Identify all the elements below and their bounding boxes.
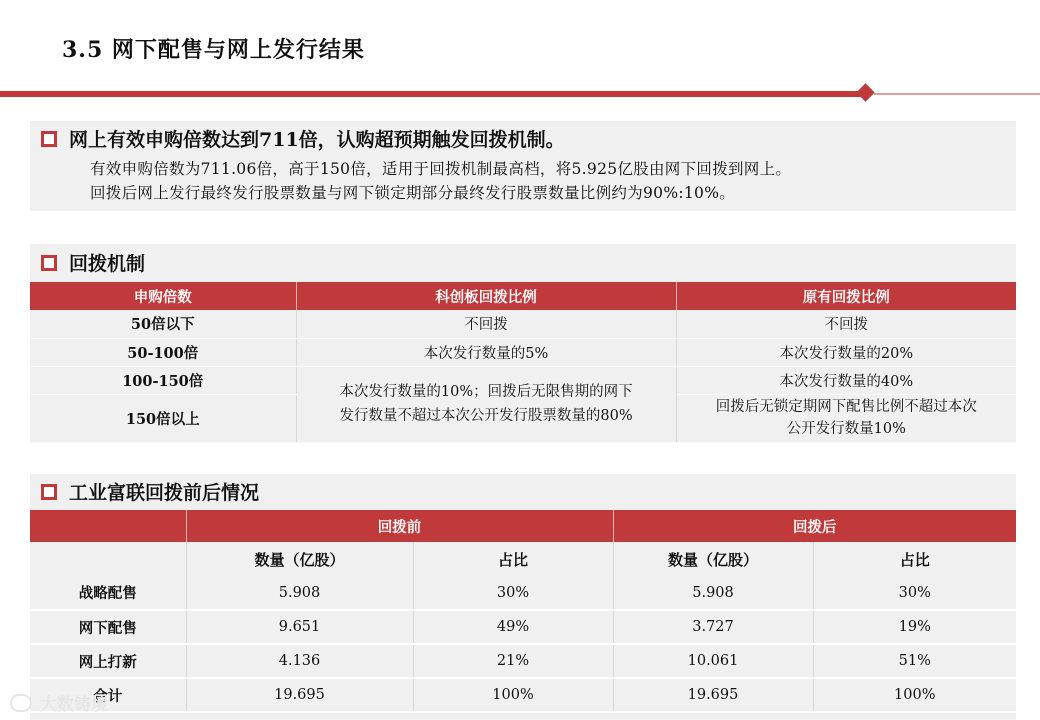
table-row <box>30 644 1016 678</box>
table-row <box>30 310 1016 338</box>
cell-orig-merged <box>676 394 1016 442</box>
cell-pct-before: 100% <box>413 678 613 712</box>
ipo-panel <box>30 474 1016 720</box>
col-header-share-before: 占比 <box>413 542 613 576</box>
col-header-original: 原有回拨比例 <box>676 282 1016 310</box>
sub-header-blank <box>30 542 186 576</box>
cell-star-merged-line-1: 本次发行数量的10%；回拨后无限售期的网下 <box>339 384 633 400</box>
cell-multiple: 50-100倍 <box>30 338 296 366</box>
table-row <box>30 678 1016 712</box>
cell-qty-before: 9.651 <box>186 610 413 644</box>
cell-orig: 不回拨 <box>676 310 1016 338</box>
summary-heading-text: 网上有效申购倍数达到711倍，认购超预期触发回拨机制。 <box>69 129 565 151</box>
cell-qty-after: 3.727 <box>613 610 813 644</box>
bullet-square-icon <box>41 255 57 271</box>
cell-qty-after: 5.908 <box>613 576 813 610</box>
cell-qty-after: 10.061 <box>613 644 813 678</box>
row-label: 网上打新 <box>30 644 186 678</box>
col-header-multiple: 申购倍数 <box>30 282 296 310</box>
group-header-after: 回拨后 <box>613 510 1016 542</box>
cell-qty-before: 19.695 <box>186 678 413 712</box>
table-row <box>30 366 1016 394</box>
clawback-heading <box>41 249 145 276</box>
col-header-qty-after: 数量（亿股） <box>613 542 813 576</box>
watermark <box>10 690 108 715</box>
cell-multiple: 50倍以下 <box>30 310 296 338</box>
cell-orig: 本次发行数量的40% <box>676 366 1016 394</box>
watermark-logo-icon <box>10 694 32 712</box>
cell-star-merged-line-2: 发行数量不超过本次公开发行股票数量的80% <box>339 408 633 424</box>
col-header-share-after: 占比 <box>813 542 1016 576</box>
row-label: 合计 <box>30 678 186 712</box>
summary-panel <box>30 121 1016 211</box>
cell-pct-before: 21% <box>413 644 613 678</box>
cell-star: 本次发行数量的5% <box>296 338 676 366</box>
cell-pct-after: 100% <box>813 678 1016 712</box>
corner-header <box>30 510 186 542</box>
ipo-heading <box>41 478 259 505</box>
group-header-before: 回拨前 <box>186 510 613 542</box>
clawback-panel <box>30 244 1016 442</box>
cell-pct-before: 49% <box>413 610 613 644</box>
ipo-table <box>30 510 1016 713</box>
cell-qty-before: 4.136 <box>186 644 413 678</box>
cell-star-merged <box>296 366 676 442</box>
page-title: 3.5 网下配售与网上发行结果 <box>62 37 365 63</box>
divider-diamond <box>856 83 874 101</box>
cell-orig-line-2: 公开发行数量10% <box>786 421 906 437</box>
cell-multiple: 150倍以上 <box>30 394 296 442</box>
watermark-text: 大数铸境 <box>40 695 108 715</box>
bullet-square-icon <box>41 484 57 500</box>
title-divider <box>0 91 862 97</box>
cell-pct-after: 51% <box>813 644 1016 678</box>
cell-pct-before: 30% <box>413 576 613 610</box>
cell-pct-after: 19% <box>813 610 1016 644</box>
bullet-square-icon <box>41 131 57 147</box>
col-header-qty-before: 数量（亿股） <box>186 542 413 576</box>
col-header-star-market: 科创板回拨比例 <box>296 282 676 310</box>
table-row <box>30 338 1016 366</box>
row-label: 网下配售 <box>30 610 186 644</box>
cell-orig-line-1: 回拨后无锁定期网下配售比例不超过本次 <box>715 399 977 415</box>
table-row <box>30 610 1016 644</box>
cell-orig: 本次发行数量的20% <box>676 338 1016 366</box>
clawback-heading-text: 回拨机制 <box>69 253 146 275</box>
cell-star: 不回拨 <box>296 310 676 338</box>
row-label: 战略配售 <box>30 576 186 610</box>
clawback-table <box>30 282 1016 443</box>
cell-qty-after: 19.695 <box>613 678 813 712</box>
cell-multiple: 100-150倍 <box>30 366 296 394</box>
summary-heading <box>41 125 565 152</box>
ipo-heading-text: 工业富联回拨前后情况 <box>69 482 260 504</box>
summary-line-2: 回拨后网上发行最终发行股票数量与网下锁定期部分最终发行股票数量比例约为90%:10%。 <box>90 184 736 202</box>
cell-qty-before: 5.908 <box>186 576 413 610</box>
table-row <box>30 576 1016 610</box>
cell-pct-after: 30% <box>813 576 1016 610</box>
title-divider-thin <box>874 93 1040 95</box>
summary-line-1: 有效申购倍数为711.06倍，高于150倍，适用于回拨机制最高档，将5.925亿股由网下回拨到网上。 <box>90 160 792 178</box>
